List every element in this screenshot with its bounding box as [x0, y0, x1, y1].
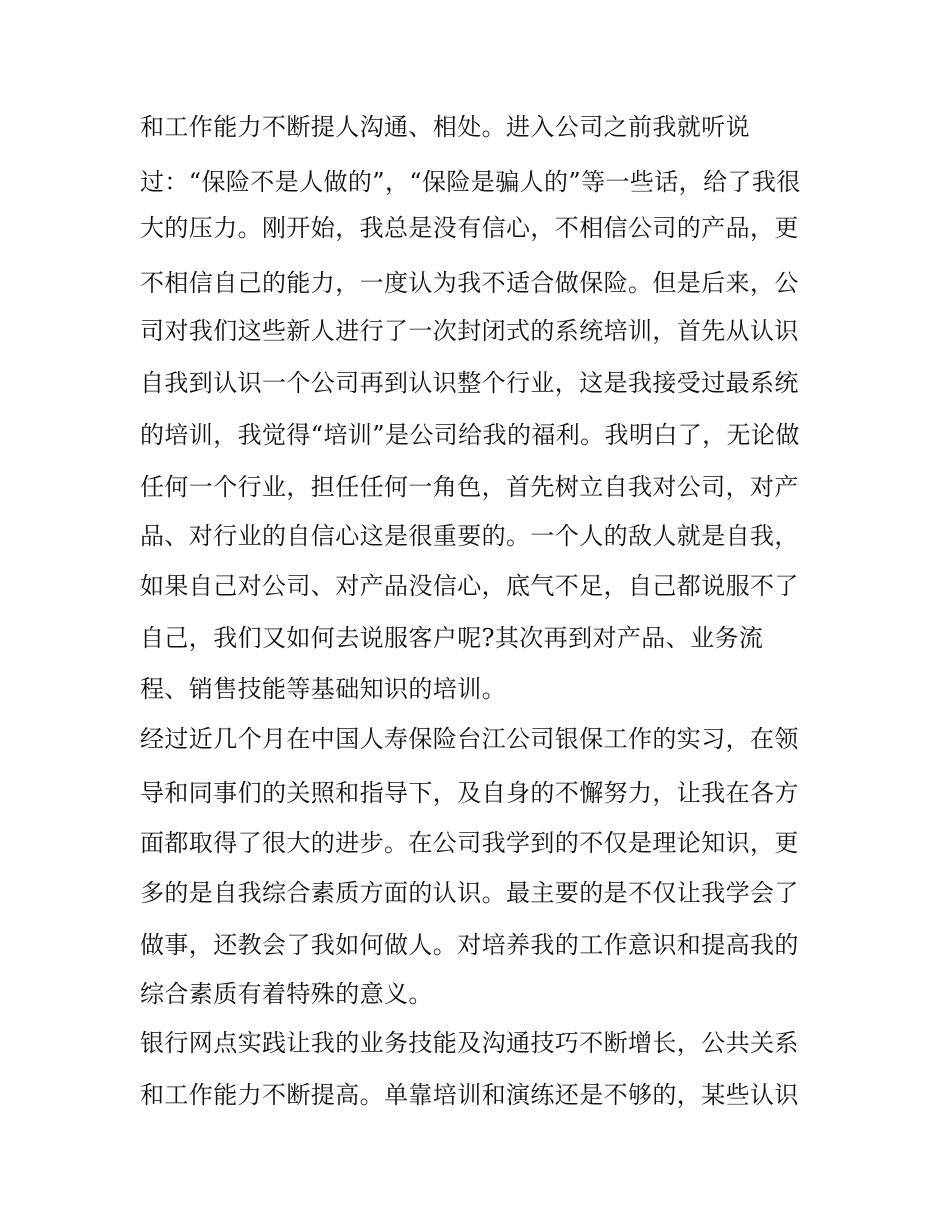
text-line: 自我到认识一个公司再到认识整个行业，这是我接受过最系统: [140, 369, 799, 397]
text-line: 面都取得了很大的进步。在公司我学到的不仅是理论知识，更: [140, 829, 799, 857]
text-line: 品、对行业的自信心这是很重要的。一个人的敌人就是自我，: [140, 522, 799, 550]
text-line: 做事，还教会了我如何做人。对培养我的工作意识和提高我的: [140, 931, 799, 959]
text-line: 和工作能力不断提人沟通、相处。进入公司之前我就听说: [140, 113, 750, 141]
text-line: 多的是自我综合素质方面的认识。最主要的是不仅让我学会了: [140, 879, 799, 907]
text-line: 导和同事们的关照和指导下，及自身的不懈努力，让我在各方: [140, 779, 799, 807]
text-line: 过：“保险不是人做的”，“保险是骗人的”等一些话，给了我很: [140, 168, 801, 196]
text-line: 如果自己对公司、对产品没信心，底气不足，自己都说服不了: [140, 572, 799, 600]
text-line: 程、销售技能等基础知识的培训。: [140, 675, 506, 703]
text-line: 司对我们这些新人进行了一次封闭式的系统培训，首先从认识: [140, 317, 799, 345]
text-line: 任何一个行业，担任任何一角色，首先树立自我对公司，对产: [140, 473, 799, 501]
text-line: 自己，我们又如何去说服客户呢?其次再到对产品、业务流: [140, 624, 764, 652]
text-line: 银行网点实践让我的业务技能及沟通技巧不断增长，公共关系: [140, 1029, 799, 1057]
text-line: 经过近几个月在中国人寿保险台江公司银保工作的实习，在领: [140, 725, 799, 753]
text-line: 综合素质有着特殊的意义。: [140, 980, 433, 1008]
text-line: 的培训，我觉得“培训”是公司给我的福利。我明白了，无论做: [140, 421, 800, 449]
text-line: 和工作能力不断提高。单靠培训和演练还是不够的，某些认识: [140, 1081, 799, 1109]
text-line: 不相信自己的能力，一度认为我不适合做保险。但是后来，公: [140, 269, 799, 297]
text-line: 大的压力。刚开始，我总是没有信心，不相信公司的产品，更: [140, 214, 799, 242]
